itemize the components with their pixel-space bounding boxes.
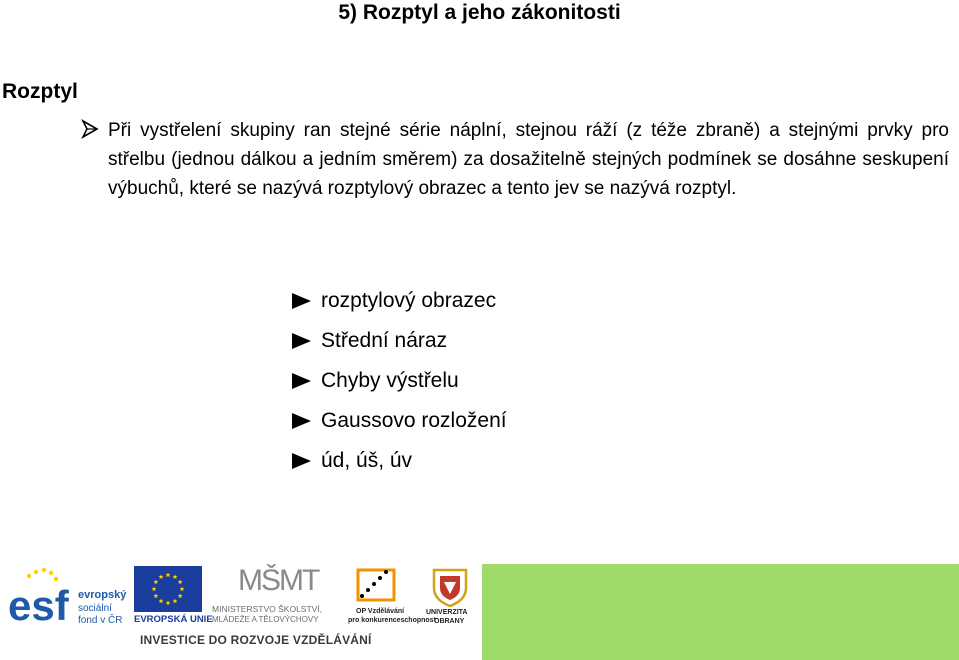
esf-line1: evropský [78,589,127,601]
uo-line2: OBRANY [434,618,465,625]
eu-caption: EVROPSKÁ UNIE [134,614,213,625]
shield-icon [430,566,470,608]
topic-label: Chyby výstřelu [321,369,459,392]
msmt-mark: MŠMT [238,564,319,597]
esf-line3: fond v ČR [78,615,123,626]
footer-logo-bar [0,562,959,660]
filled-triangle-arrow-icon [292,333,311,349]
op-vk-graphic-icon [354,566,402,606]
topic-label: rozptylový obrazec [321,289,497,312]
list-item [292,321,507,361]
filled-triangle-arrow-icon [292,373,311,389]
topic-label: úd, úš, úv [321,449,413,472]
topic-label: Gaussovo rozložení [321,409,507,432]
esf-line2: sociální [78,603,112,614]
msmt-logo [210,566,332,626]
section-heading: Rozptyl [2,80,78,103]
section-paragraph: Při vystřelení skupiny ran stejné série náplní, stejnou ráží (z téže zbraně) a stejnými prvky pro střelbu (jednou dálkou a jedním směrem) za dosažitelně stejných podmínek se dosáhne seskupení výbuchů, které se nazývá rozptylový obrazec a tento jev se nazývá rozptyl. [108,120,949,200]
op-line1: OP Vzdělávání [356,608,405,615]
footer-green-band [482,564,959,660]
list-item [292,361,507,401]
msmt-line2: MLÁDEŽE A TĚLOVÝCHOVY [212,615,319,624]
op-line2: pro konkurenceschopnost [348,617,436,624]
msmt-line1: MINISTERSTVO ŠKOLSTVÍ, [212,604,323,614]
hollow-arrowhead-icon [80,118,100,140]
topic-label: Střední náraz [321,329,448,352]
filled-triangle-arrow-icon [292,293,311,309]
univerzita-obrany-logo [422,566,480,626]
list-item [292,401,507,441]
op-vk-logo [348,566,436,626]
page-title: 5) Rozptyl a jeho zákonitosti [338,1,621,24]
footer-caption: INVESTICE DO ROZVOJE VZDĚLÁVÁNÍ [140,633,372,647]
eu-flag-icon [134,566,202,612]
esf-logo [6,566,132,626]
esf-mark: esf [8,582,69,626]
filled-triangle-arrow-icon [292,453,311,469]
list-item [292,281,507,321]
eu-flag-logo [134,566,213,626]
list-item [292,441,507,481]
topic-list [292,281,507,481]
uo-line1: UNIVERZITA [426,609,468,616]
filled-triangle-arrow-icon [292,413,311,429]
